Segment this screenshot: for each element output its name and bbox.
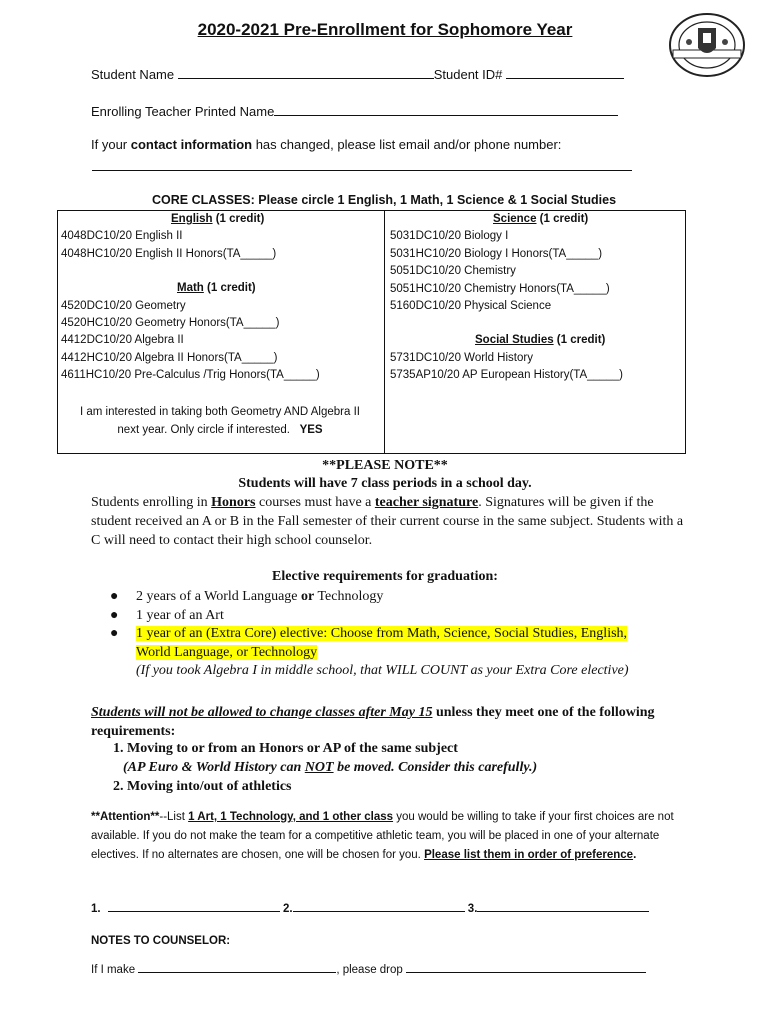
attention-body: you would be willing to take if your first choices are not available. If you do not make the team for a competitive athletic team, you will be placed in one of your alternate electives. If no alternates are chosen, one will be chosen for you.	[91, 811, 674, 861]
english-credit: (1 credit)	[212, 213, 265, 225]
course-option[interactable]: 4048HC10/20 English II Honors(TA_____)	[61, 247, 277, 260]
contact-prompt	[91, 137, 561, 152]
bullet-icon: ●	[110, 607, 119, 623]
class-periods-note: Students will have 7 class periods in a school day.	[238, 476, 532, 491]
elective-requirements-title: Elective requirements for graduation:	[272, 569, 498, 584]
science-head-label: Science	[493, 213, 537, 225]
contact-field[interactable]	[92, 170, 632, 171]
contact-suffix: has changed, please list email and/or phone number:	[252, 137, 562, 152]
alternate-choices-row	[91, 899, 649, 915]
honors-word: Honors	[211, 495, 256, 510]
if-make-label: If I make	[91, 964, 136, 976]
attention-paragraph	[91, 808, 691, 865]
honors-text-3: . Signatures will be given if the student received an A or B in the Fall semester of their current course in the same subject. Students with a C will need to contact their high school counselor.	[91, 495, 684, 548]
attention-period: .	[633, 849, 637, 861]
elective-1-or: or	[301, 589, 315, 604]
requirement-1: 1. Moving to or from an Honors or AP of the same subject	[113, 741, 458, 756]
teacher-row	[91, 103, 618, 119]
teacher-signature-word: teacher signature	[374, 495, 479, 510]
drop-class-field[interactable]	[406, 960, 646, 973]
please-drop-label: , please drop	[336, 964, 403, 976]
student-name-field[interactable]	[178, 66, 434, 79]
please-note-title: **PLEASE NOTE**	[322, 458, 448, 473]
requirement-1-note-not: NOT	[304, 760, 334, 775]
change-warning-rest: unless they meet one of the following requirements:	[91, 705, 655, 739]
course-option[interactable]: 4048DC10/20 English II	[61, 230, 183, 243]
choice-2-field[interactable]	[293, 899, 465, 912]
requirement-2: 2. Moving into/out of athletics	[113, 779, 292, 794]
student-id-label: Student ID#	[433, 67, 503, 82]
extra-core-note: (If you took Algebra I in middle school, that WILL COUNT as your Extra Core elective)	[136, 663, 629, 679]
enrolling-teacher-label: Enrolling Teacher Printed Name	[91, 104, 275, 119]
course-option[interactable]: 5735AP10/20 AP European History(TA_____)	[390, 369, 623, 382]
change-deadline-text: Students will not be allowed to change classes after May 15	[91, 705, 433, 720]
list-item	[110, 588, 710, 607]
requirement-1-note-b: be moved. Consider this carefully.)	[333, 760, 538, 775]
bullet-icon: ●	[110, 589, 119, 604]
attention-order-text: Please list them in order of preference	[424, 849, 634, 861]
notes-to-counselor-label: NOTES TO COUNSELOR:	[91, 935, 231, 947]
choice-3-label: 3.	[467, 903, 478, 915]
social-credit: (1 credit)	[553, 334, 606, 347]
bullet-icon: ●	[110, 626, 119, 642]
elective-1b: Technology	[314, 589, 384, 604]
requirement-1-note-a: (AP Euro & World History can	[123, 760, 305, 775]
honors-text-1: Students enrolling in	[91, 495, 212, 510]
social-studies-heading	[390, 332, 623, 349]
interest-note	[60, 403, 380, 439]
course-option[interactable]: 5031HC10/20 Biology I Honors(TA_____)	[390, 247, 603, 260]
school-seal	[667, 12, 747, 78]
science-credit: (1 credit)	[536, 213, 589, 225]
change-requirements	[113, 739, 537, 796]
honors-text-2: courses must have a	[255, 495, 375, 510]
choice-2-label: 2.	[283, 903, 293, 915]
list-item	[110, 625, 710, 681]
elective-2: 1 year of an Art	[136, 607, 224, 623]
change-warning	[91, 703, 691, 741]
course-option[interactable]: 5051HC10/20 Chemistry Honors(TA_____)	[390, 282, 610, 295]
choice-1-field[interactable]	[108, 899, 280, 912]
attention-lead: **Attention**	[91, 811, 160, 823]
course-option[interactable]: 5731DC10/20 World History	[390, 351, 533, 364]
course-option[interactable]: 5160DC10/20 Physical Science	[390, 300, 552, 313]
course-option[interactable]: 4520DC10/20 Geometry	[61, 299, 186, 312]
english-head-label: English	[171, 213, 213, 225]
choice-3-field[interactable]	[477, 899, 649, 912]
core-left-column	[61, 211, 320, 385]
interest-yes-option[interactable]: YES	[299, 424, 323, 436]
core-right-column	[390, 211, 623, 385]
elective-3-line-1: 1 year of an (Extra Core) elective: Choose from Math, Science, Social Studies, English,	[136, 626, 628, 642]
enrolling-teacher-field[interactable]	[274, 103, 618, 116]
course-option[interactable]: 4412HC10/20 Algebra II Honors(TA_____)	[61, 351, 278, 364]
english-heading	[61, 211, 320, 228]
page-title: 2020-2021 Pre-Enrollment for Sophomore Year	[197, 20, 573, 39]
if-make-row	[91, 960, 646, 976]
course-option[interactable]: 4520HC10/20 Geometry Honors(TA_____)	[61, 317, 280, 330]
science-heading	[390, 211, 623, 228]
student-name-row	[91, 66, 624, 82]
math-credit: (1 credit)	[203, 282, 256, 295]
student-name-label: Student Name	[91, 67, 175, 82]
interest-line-2: next year. Only circle if interested.	[117, 424, 290, 436]
course-option[interactable]: 5031DC10/20 Biology I	[390, 230, 509, 243]
team-field[interactable]	[138, 960, 336, 973]
contact-prefix: If your	[91, 137, 131, 152]
contact-bold: contact information	[130, 137, 253, 152]
attention-dash: --List	[159, 811, 189, 823]
course-option[interactable]: 5051DC10/20 Chemistry	[390, 265, 516, 278]
course-option[interactable]: 4611HC10/20 Pre-Calculus /Trig Honors(TA_____)	[61, 369, 320, 382]
math-heading	[61, 280, 320, 297]
social-head-label: Social Studies	[475, 334, 554, 347]
choice-1-label: 1.	[91, 903, 101, 915]
elective-list	[110, 588, 710, 681]
list-item	[110, 607, 710, 626]
honors-paragraph	[91, 493, 691, 550]
elective-1a: 2 years of a World Language	[136, 589, 301, 604]
math-head-label: Math	[177, 282, 204, 295]
student-id-field[interactable]	[506, 66, 624, 79]
elective-3-line-2: World Language, or Technology	[136, 644, 318, 660]
core-column-divider	[384, 210, 385, 454]
interest-line-1: I am interested in taking both Geometry AND Algebra II	[80, 406, 360, 418]
core-classes-heading: CORE CLASSES: Please circle 1 English, 1 Math, 1 Science & 1 Social Studies	[152, 193, 617, 207]
course-option[interactable]: 4412DC10/20 Algebra II	[61, 334, 184, 347]
attention-list-text: 1 Art, 1 Technology, and 1 other class	[188, 811, 394, 823]
